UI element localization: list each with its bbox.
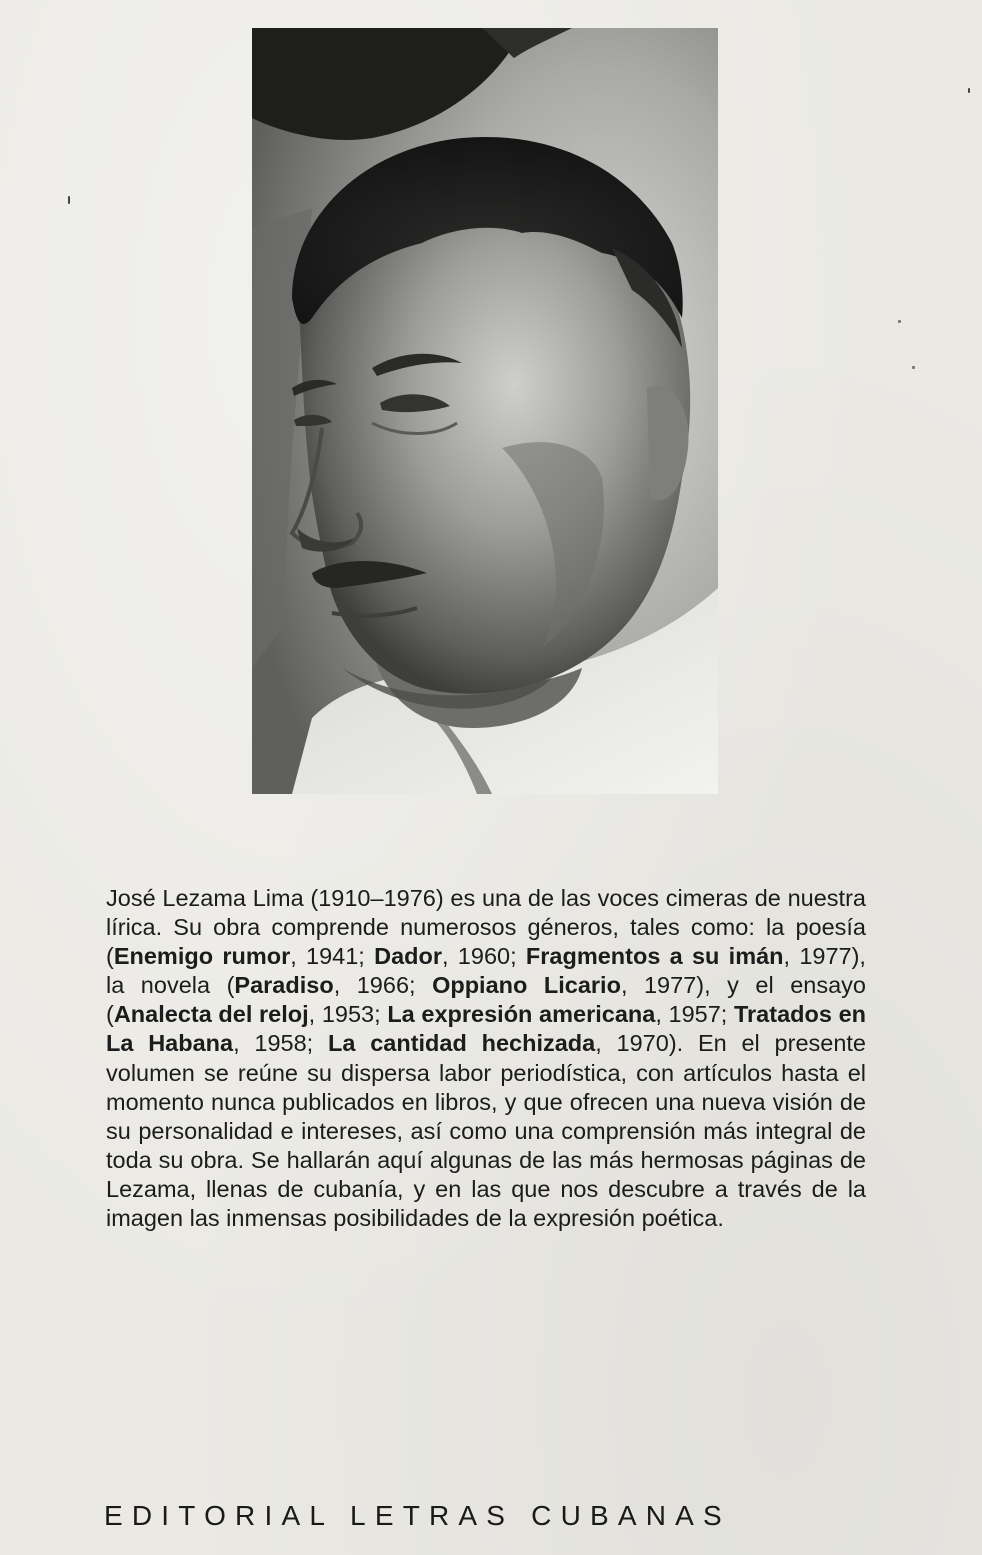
portrait-illustration [252, 28, 718, 794]
author-portrait-photo [252, 28, 718, 794]
work-title: La expresión americana [387, 1001, 656, 1028]
work-title: Dador [374, 943, 443, 970]
print-speck [968, 88, 970, 93]
blurb-text-segment: José Lezama Lima (1910–1976) es una de las voces cimeras de nuestra lírica. Su obra comprende numerosos géneros, tales como: la poesía ( [106, 885, 866, 970]
print-speck [68, 196, 70, 204]
blurb-text-segment: , 1966; [333, 972, 433, 999]
work-title: Oppiano Licario [432, 972, 621, 999]
work-title: Fragmentos a su imán [525, 943, 784, 970]
blurb-text-segment: , 1970). En el presente volumen se reúne su dispersa labor periodística, con artículos hasta el momento nunca publicados en libros, y que ofrecen una nueva visión de su personalidad e intereses, así como una comprensión más integral de toda su obra. Se hallarán aquí algunas de las más hermosas páginas de Lezama, llenas de cubanía, y en las que nos descubre a través de la imagen las inmensas posibilidades de la expresión poética. [106, 1030, 866, 1232]
blurb-text-segment: , 1953; [308, 1001, 388, 1028]
work-title: Analecta del reloj [113, 1001, 309, 1028]
work-title: Tratados en La Habana [106, 1001, 866, 1057]
blurb-text-segment: , 1957; [655, 1001, 734, 1028]
work-title: Enemigo rumor [113, 943, 291, 970]
print-speck [912, 366, 915, 369]
blurb-text-segment: , 1941; [290, 943, 375, 970]
blurb-text-segment: , 1960; [442, 943, 526, 970]
work-title: La cantidad hechizada [328, 1030, 596, 1057]
blurb-text-segment: , 1977), la novela ( [106, 943, 866, 999]
author-biography-text [106, 884, 866, 1233]
blurb-text-segment: , 1977), y el ensayo ( [106, 972, 866, 1028]
publisher-name: EDITORIAL LETRAS CUBANAS [104, 1500, 731, 1531]
blurb-text-segment: , 1958; [233, 1030, 328, 1057]
print-speck [898, 320, 901, 323]
work-title: Paradiso [234, 972, 334, 999]
